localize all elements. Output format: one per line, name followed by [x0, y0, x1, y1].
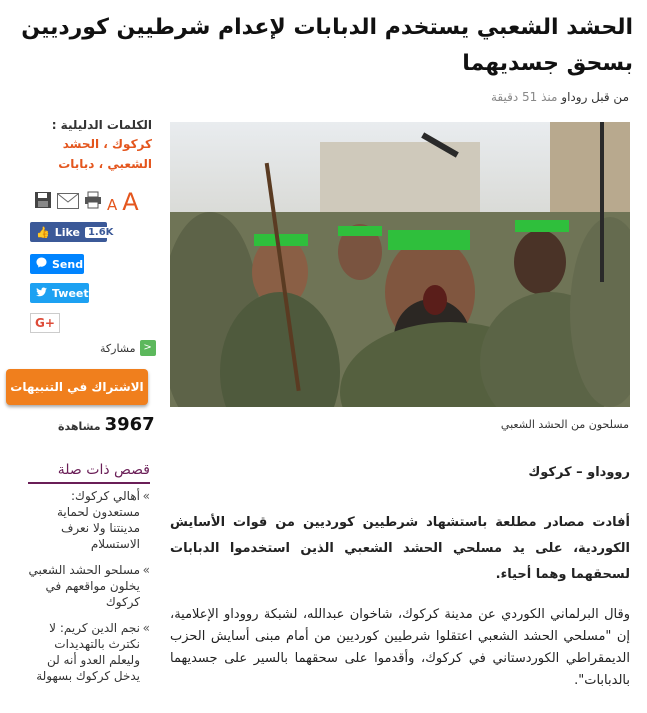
- share-icon: <: [140, 340, 156, 356]
- article-headline: الحشد الشعبي يستخدم الدبابات لإعدام شرطيين كورديين بسحق جسديهما: [21, 15, 633, 76]
- article-photo: [170, 122, 630, 407]
- article-lead-paragraph: أفادت مصادر مطلعة باستشهاد شرطيين كورديين من قوات الأسايش الكوردية، على يد مسلحي الحشد الشعبي الذين استخدموا الدبابات لسحقهما وهما أحياء.: [170, 515, 630, 582]
- subscribe-alerts-button[interactable]: الاشتراك في التنبيهات: [6, 369, 148, 405]
- view-counter: [58, 414, 155, 435]
- related-story-link[interactable]: » مسلحو الحشد الشعبي يخلون مواقعهم في كركوك: [28, 562, 150, 610]
- related-story-link[interactable]: » نجم الدين كريم: لا نكترث بالتهديدات وليعلم العدو أنه لن يدخل كركوك بسهولة: [28, 620, 150, 684]
- thumbs-up-icon: 👍: [36, 225, 50, 239]
- messenger-icon: [36, 257, 47, 271]
- google-plus-button[interactable]: G+: [30, 313, 60, 333]
- facebook-like-button[interactable]: [30, 222, 114, 242]
- email-icon[interactable]: [57, 193, 79, 214]
- tags-label: الكلمات الدليلية :: [51, 118, 152, 132]
- print-icon[interactable]: [84, 191, 102, 214]
- font-increase-icon[interactable]: A: [122, 188, 139, 216]
- article-tools: [34, 190, 139, 214]
- article-body-paragraph: وقال البرلماني الكوردي عن مدينة كركوك، شاخوان عبدالله، لشبكة رووداو الإعلامية، إن "مسلحي الحشد الشعبي اعتقلوا شرطيين كورديين من أمام مبنى أسايش الحزب الديمقراطي الكوردستاني في كركوك، وأقدموا على سحقهما بالسير على جسديهما بالدبابات".: [170, 607, 630, 688]
- twitter-bird-icon: [36, 287, 47, 300]
- article-byline: [491, 90, 629, 104]
- twitter-tweet-label: Tweet: [52, 286, 89, 300]
- views-label: مشاهدة: [58, 420, 101, 433]
- facebook-like-count: 1.6K: [85, 227, 116, 238]
- tags-block: [28, 118, 152, 174]
- facebook-like-label: Like: [54, 225, 80, 239]
- byline-time: منذ 51 دقيقة: [490, 90, 558, 104]
- font-decrease-icon[interactable]: A: [107, 196, 118, 214]
- twitter-tweet-button[interactable]: [30, 283, 89, 303]
- byline-source[interactable]: من قبل روداو: [561, 90, 629, 104]
- share-button[interactable]: [100, 340, 156, 356]
- related-stories-list: [28, 488, 150, 694]
- tags-links[interactable]: كركوك ، الحشد الشعبي ، دبابات: [58, 137, 152, 171]
- related-stories-title: قصص ذات صلة: [28, 462, 150, 484]
- photo-caption: مسلحون من الحشد الشعبي: [500, 418, 629, 431]
- article-dateline: رووداو – كركوك: [528, 465, 630, 480]
- save-icon[interactable]: [34, 191, 52, 214]
- views-count: 3967: [104, 414, 155, 435]
- related-story-link[interactable]: » أهالي كركوك: مستعدون لحماية مدينتنا ولا نعرف الاستسلام: [28, 488, 150, 552]
- messenger-send-label: Send: [52, 257, 84, 271]
- share-label: مشاركة: [100, 341, 136, 355]
- messenger-send-button[interactable]: [30, 254, 84, 274]
